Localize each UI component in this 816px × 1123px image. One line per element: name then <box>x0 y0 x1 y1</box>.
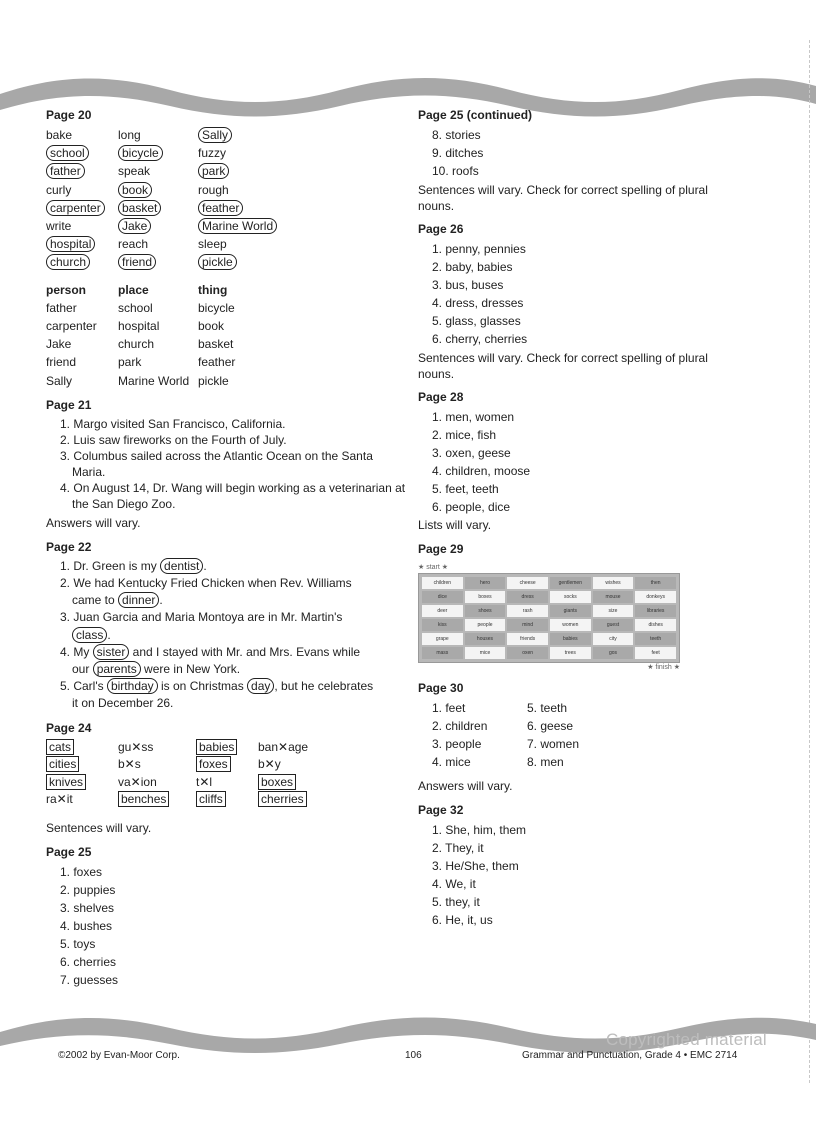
right-column <box>418 108 758 937</box>
p24-boxed-word: cliffs <box>196 791 226 807</box>
p20-grid-cell <box>198 126 308 144</box>
p24-grid-cell <box>196 774 258 792</box>
page30-section <box>418 681 758 795</box>
p22-s5-pre: 5. Carl's <box>60 679 107 694</box>
page24-word-grid <box>46 739 406 809</box>
p20-grid-cell <box>46 181 118 199</box>
board-cell: children <box>422 577 463 589</box>
p21-item-text: On August 14, Dr. Wang will begin working as a veterinarian at the San Diego Zoo. <box>72 480 406 511</box>
p26-item: 3. bus, buses <box>432 278 504 292</box>
p20-word: bake <box>46 128 73 142</box>
p20-grid-cell <box>46 199 118 217</box>
p20-table-cell: feather <box>198 355 236 370</box>
p20-circled-word: Jake <box>118 218 151 234</box>
p20-table-header: place <box>118 282 149 297</box>
p24-grid-cell <box>46 774 118 792</box>
p30-item: 3. people <box>432 737 482 751</box>
p20-table-header: person <box>46 282 87 297</box>
page25-heading: Page 25 <box>46 844 92 859</box>
page29-heading: Page 29 <box>418 542 464 556</box>
p20-word: write <box>46 219 72 234</box>
p22-s1-circled: dentist <box>160 558 203 574</box>
board-cell: gentlemen <box>550 577 591 589</box>
page24-section <box>46 721 406 837</box>
board-cell: guest <box>593 619 634 631</box>
p20-circled-word: hospital <box>46 236 95 252</box>
p32-item: 5. they, it <box>432 895 480 909</box>
p24-crossed-word: ra✕it <box>46 792 73 807</box>
p20-grid-cell <box>46 162 118 180</box>
p25-item: 7. guesses <box>60 972 119 987</box>
p22-s4-mid: and I stayed with Mr. and Mrs. Evans while <box>129 644 361 659</box>
board-cell: mind <box>507 619 548 631</box>
page20-word-grid <box>46 126 406 272</box>
board-cell: size <box>593 605 634 617</box>
page30-heading: Page 30 <box>418 681 464 695</box>
page20-heading: Page 20 <box>46 108 92 122</box>
p20-word: long <box>118 128 141 142</box>
page29-section <box>418 542 758 673</box>
p22-s3-post: . <box>107 627 111 642</box>
p22-s2-b: came to <box>72 593 119 608</box>
board-cell: dice <box>422 591 463 603</box>
p20-table-cell: Sally <box>46 373 73 388</box>
board-cell: dishes <box>635 619 676 631</box>
p24-crossed-word: b✕s <box>118 757 141 772</box>
p20-circled-word: friend <box>118 254 156 270</box>
page25c-heading: Page 25 (continued) <box>418 108 533 122</box>
p28-item: 5. feet, teeth <box>432 482 499 496</box>
page25c-note: Sentences will vary. Check for correct spelling of plural nouns. <box>418 183 708 213</box>
p20-grid-cell <box>118 144 198 162</box>
p28-item: 6. people, dice <box>432 500 511 514</box>
footer-book-title: Grammar and Punctuation, Grade 4 • EMC 2714 <box>522 1050 738 1061</box>
page26-note: Sentences will vary. Check for correct spelling of plural nouns. <box>418 351 708 381</box>
p30-item: 7. women <box>527 737 580 751</box>
p22-s4-pre: 4. My <box>60 644 93 659</box>
board-cell: wishes <box>593 577 634 589</box>
page28-note: Lists will vary. <box>418 518 492 532</box>
board-cell: houses <box>465 633 506 645</box>
board-cell: boxes <box>465 591 506 603</box>
p24-grid-cell <box>118 756 196 774</box>
right-margin-dotted-line <box>809 40 810 1083</box>
p20-grid-cell <box>198 217 308 235</box>
p22-s5-post: , but he celebrates <box>274 679 374 694</box>
p24-boxed-word: cats <box>46 739 74 755</box>
p20-word: speak <box>118 164 151 179</box>
p22-s4-circled-1: sister <box>93 644 130 660</box>
p22-s5-circled-2: day <box>247 678 274 694</box>
p24-grid-cell <box>196 739 258 757</box>
p25-item: 6. cherries <box>60 954 117 969</box>
p25-item: 5. toys <box>60 936 96 951</box>
p22-s4-b-pre: our <box>72 662 93 677</box>
p21-item-number: 2. <box>60 432 71 447</box>
board-finish-label: ★ finish ★ <box>647 664 680 671</box>
p20-grid-cell <box>198 162 308 180</box>
p24-grid-cell <box>118 774 196 792</box>
p20-word: curly <box>46 182 72 197</box>
p25-item: 4. bushes <box>60 918 113 933</box>
p30-item: 1. feet <box>432 701 466 715</box>
p20-grid-cell <box>118 162 198 180</box>
board-cell: deer <box>422 605 463 617</box>
p20-word: sleep <box>198 237 227 252</box>
page32-section <box>418 803 758 929</box>
p20-grid-cell <box>118 199 198 217</box>
page25c-list <box>418 126 758 180</box>
p20-grid-cell <box>198 181 308 199</box>
board-cell: women <box>550 619 591 631</box>
page28-heading: Page 28 <box>418 390 464 404</box>
p21-item-number: 3. <box>60 448 71 463</box>
p20-circled-word: book <box>118 182 152 198</box>
p24-boxed-word: boxes <box>258 774 296 790</box>
p20-table-cell: basket <box>198 337 234 352</box>
p20-circled-word: carpenter <box>46 200 105 216</box>
p21-item <box>46 416 406 432</box>
p24-grid-cell <box>46 791 118 809</box>
p20-table-cell: park <box>118 355 142 370</box>
p22-s5-circled-1: birthday <box>107 678 158 694</box>
p20-circled-word: basket <box>118 200 161 216</box>
p24-crossed-word: va✕ion <box>118 774 157 789</box>
p24-boxed-word: knives <box>46 774 86 790</box>
p20-circled-word: bicycle <box>118 145 163 161</box>
board-cell: feet <box>635 647 676 659</box>
p30-item: 4. mice <box>432 755 471 769</box>
board-cell: dress <box>507 591 548 603</box>
page26-heading: Page 26 <box>418 222 464 236</box>
p24-boxed-word: foxes <box>196 756 231 772</box>
page20-section <box>46 108 406 390</box>
p30-item: 6. geese <box>527 719 574 733</box>
p20-grid-cell <box>118 126 198 144</box>
p20-grid-cell <box>118 217 198 235</box>
p21-item-number: 1. <box>60 416 71 431</box>
p20-table-cell: bicycle <box>198 300 235 315</box>
page20-category-table <box>46 281 406 390</box>
p28-item: 1. men, women <box>432 410 515 424</box>
p24-boxed-word: benches <box>118 791 169 807</box>
p20-circled-word: pickle <box>198 254 237 270</box>
p20-grid-cell <box>198 253 308 271</box>
board-cell: people <box>465 619 506 631</box>
footer-copyright: ©2002 by Evan-Moor Corp. <box>58 1050 180 1061</box>
page22-heading: Page 22 <box>46 539 92 554</box>
board-cell: mice <box>465 647 506 659</box>
p22-s5-mid: is on Christmas <box>157 679 248 694</box>
p20-grid-cell <box>46 144 118 162</box>
p20-table-cell: Jake <box>46 337 72 352</box>
page30-grid <box>418 699 758 771</box>
board-cell: libraries <box>635 605 676 617</box>
p20-table-cell: hospital <box>118 319 160 334</box>
board-cell: teeth <box>635 633 676 645</box>
p21-item <box>46 448 406 480</box>
p26-item: 2. baby, babies <box>432 260 513 274</box>
p20-word: reach <box>118 237 149 252</box>
page26-list <box>418 240 758 348</box>
p24-crossed-word: gu✕ss <box>118 739 154 754</box>
p20-circled-word: church <box>46 254 90 270</box>
board-cell: mouse <box>593 591 634 603</box>
p22-s1-pre: 1. Dr. Green is my <box>60 558 161 573</box>
p22-s5-b: it on December 26. <box>72 696 174 711</box>
p21-item-number: 4. <box>60 480 71 495</box>
p20-grid-cell <box>46 253 118 271</box>
p20-table-cell: book <box>198 319 225 334</box>
p24-crossed-word: t✕l <box>196 774 213 789</box>
board-cell: grape <box>422 633 463 645</box>
p24-crossed-word: ban✕age <box>258 739 309 754</box>
p30-item: 5. teeth <box>527 701 568 715</box>
p20-table-cell: school <box>118 300 153 315</box>
watermark: Copyrighted material <box>606 1030 767 1049</box>
p24-grid-cell <box>46 739 118 757</box>
p20-grid-cell <box>198 199 308 217</box>
p24-grid-cell <box>258 739 338 757</box>
p20-grid-cell <box>46 217 118 235</box>
p20-circled-word: school <box>46 145 89 161</box>
p25c-item: 10. roofs <box>432 164 479 178</box>
p22-s2-post: . <box>159 593 163 608</box>
board-start-label: ★ start ★ <box>418 564 449 571</box>
p20-table-cell: pickle <box>198 373 229 388</box>
p20-circled-word: park <box>198 163 229 179</box>
p22-s4-circled-2: parents <box>93 661 141 677</box>
board-cell: mass <box>422 647 463 659</box>
p20-table-cell: church <box>118 337 155 352</box>
page28-section <box>418 390 758 534</box>
page22-section <box>46 540 406 713</box>
p24-grid-cell <box>258 774 338 792</box>
p24-grid-cell <box>258 756 338 774</box>
p21-item <box>46 432 406 448</box>
page25-list <box>46 863 406 989</box>
p24-grid-cell <box>196 756 258 774</box>
p20-circled-word: Sally <box>198 127 232 143</box>
page21-section <box>46 398 406 532</box>
p20-table-cell: carpenter <box>46 319 97 334</box>
p22-s3-circled: class <box>72 627 107 643</box>
board-grid <box>418 573 680 663</box>
p25c-item: 9. ditches <box>432 146 484 160</box>
p24-grid-cell <box>118 739 196 757</box>
p20-grid-cell <box>118 253 198 271</box>
footer-page-number: 106 <box>405 1050 422 1061</box>
page28-list <box>418 408 758 516</box>
p24-grid-cell <box>46 756 118 774</box>
board-cell: then <box>635 577 676 589</box>
p25-item: 3. shelves <box>60 900 115 915</box>
page24-note: Sentences will vary. <box>46 820 152 835</box>
board-cell: shoes <box>465 605 506 617</box>
p21-item-text: Margo visited San Francisco, California. <box>73 416 286 431</box>
p32-item: 3. He/She, them <box>432 859 519 873</box>
board-cell: hero <box>465 577 506 589</box>
board-cell: gos <box>593 647 634 659</box>
p24-boxed-word: cities <box>46 756 79 772</box>
p24-boxed-word: babies <box>196 739 237 755</box>
left-column <box>46 108 406 997</box>
p20-circled-word: father <box>46 163 85 179</box>
p25-item: 1. foxes <box>60 864 103 879</box>
p20-table-cell: father <box>46 300 77 315</box>
page25c-section <box>418 108 758 214</box>
p28-item: 2. mice, fish <box>432 428 497 442</box>
p32-item: 1. She, him, them <box>432 823 527 837</box>
page25-section <box>46 845 406 989</box>
p20-word: rough <box>198 182 229 197</box>
p20-word: fuzzy <box>198 146 227 161</box>
p21-item-text: Luis saw fireworks on the Fourth of July. <box>73 432 287 447</box>
page29-game-board <box>418 563 680 673</box>
board-cell: rash <box>507 605 548 617</box>
p24-grid-cell <box>118 791 196 809</box>
board-cell: city <box>593 633 634 645</box>
p24-boxed-word: cherries <box>258 791 307 807</box>
p20-grid-cell <box>198 144 308 162</box>
board-cell: cheese <box>507 577 548 589</box>
page26-section <box>418 222 758 382</box>
board-cell: donkeys <box>635 591 676 603</box>
page21-note: Answers will vary. <box>46 515 141 530</box>
p26-item: 6. cherry, cherries <box>432 332 528 346</box>
p21-item <box>46 480 406 512</box>
board-cell: oxen <box>507 647 548 659</box>
p24-grid-cell <box>196 791 258 809</box>
page32-heading: Page 32 <box>418 803 464 817</box>
page21-list <box>46 416 406 512</box>
page30-note: Answers will vary. <box>418 779 513 793</box>
board-cell: friends <box>507 633 548 645</box>
p20-grid-cell <box>198 235 308 253</box>
p32-item: 2. They, it <box>432 841 484 855</box>
p28-item: 4. children, moose <box>432 464 531 478</box>
board-cell: trees <box>550 647 591 659</box>
board-cell: babies <box>550 633 591 645</box>
p20-table-cell: Marine World <box>118 373 190 388</box>
page21-heading: Page 21 <box>46 397 92 412</box>
p26-item: 1. penny, pennies <box>432 242 526 256</box>
p24-crossed-word: b✕y <box>258 757 281 772</box>
page32-list <box>418 821 758 929</box>
p21-item-text: Columbus sailed across the Atlantic Ocean on the Santa Maria. <box>72 448 373 479</box>
board-cell: kiss <box>422 619 463 631</box>
p25-item: 2. puppies <box>60 882 116 897</box>
p20-table-header: thing <box>198 282 228 297</box>
board-cell: giants <box>550 605 591 617</box>
p20-grid-cell <box>118 181 198 199</box>
p25c-item: 8. stories <box>432 128 481 142</box>
board-cell: socks <box>550 591 591 603</box>
p20-circled-word: feather <box>198 200 243 216</box>
p20-grid-cell <box>46 126 118 144</box>
p26-item: 5. glass, glasses <box>432 314 521 328</box>
p22-s2-circled: dinner <box>118 592 159 608</box>
p26-item: 4. dress, dresses <box>432 296 524 310</box>
p22-s4-b-post: were in New York. <box>140 662 241 677</box>
p30-item: 2. children <box>432 719 488 733</box>
p22-s1-post: . <box>203 558 207 573</box>
p22-s3-a: 3. Juan Garcia and Maria Montoya are in Mr. Martin's <box>60 610 343 625</box>
p20-table-cell: friend <box>46 355 77 370</box>
p20-grid-cell <box>118 235 198 253</box>
p30-item: 8. men <box>527 755 564 769</box>
p20-grid-cell <box>46 235 118 253</box>
p20-circled-word: Marine World <box>198 218 277 234</box>
p32-item: 4. We, it <box>432 877 476 891</box>
page22-list <box>46 558 406 713</box>
p24-grid-cell <box>258 791 338 809</box>
p22-s2-a: 2. We had Kentucky Fried Chicken when Rev. Williams <box>60 576 352 591</box>
p28-item: 3. oxen, geese <box>432 446 511 460</box>
p32-item: 6. He, it, us <box>432 913 493 927</box>
page24-heading: Page 24 <box>46 720 92 735</box>
